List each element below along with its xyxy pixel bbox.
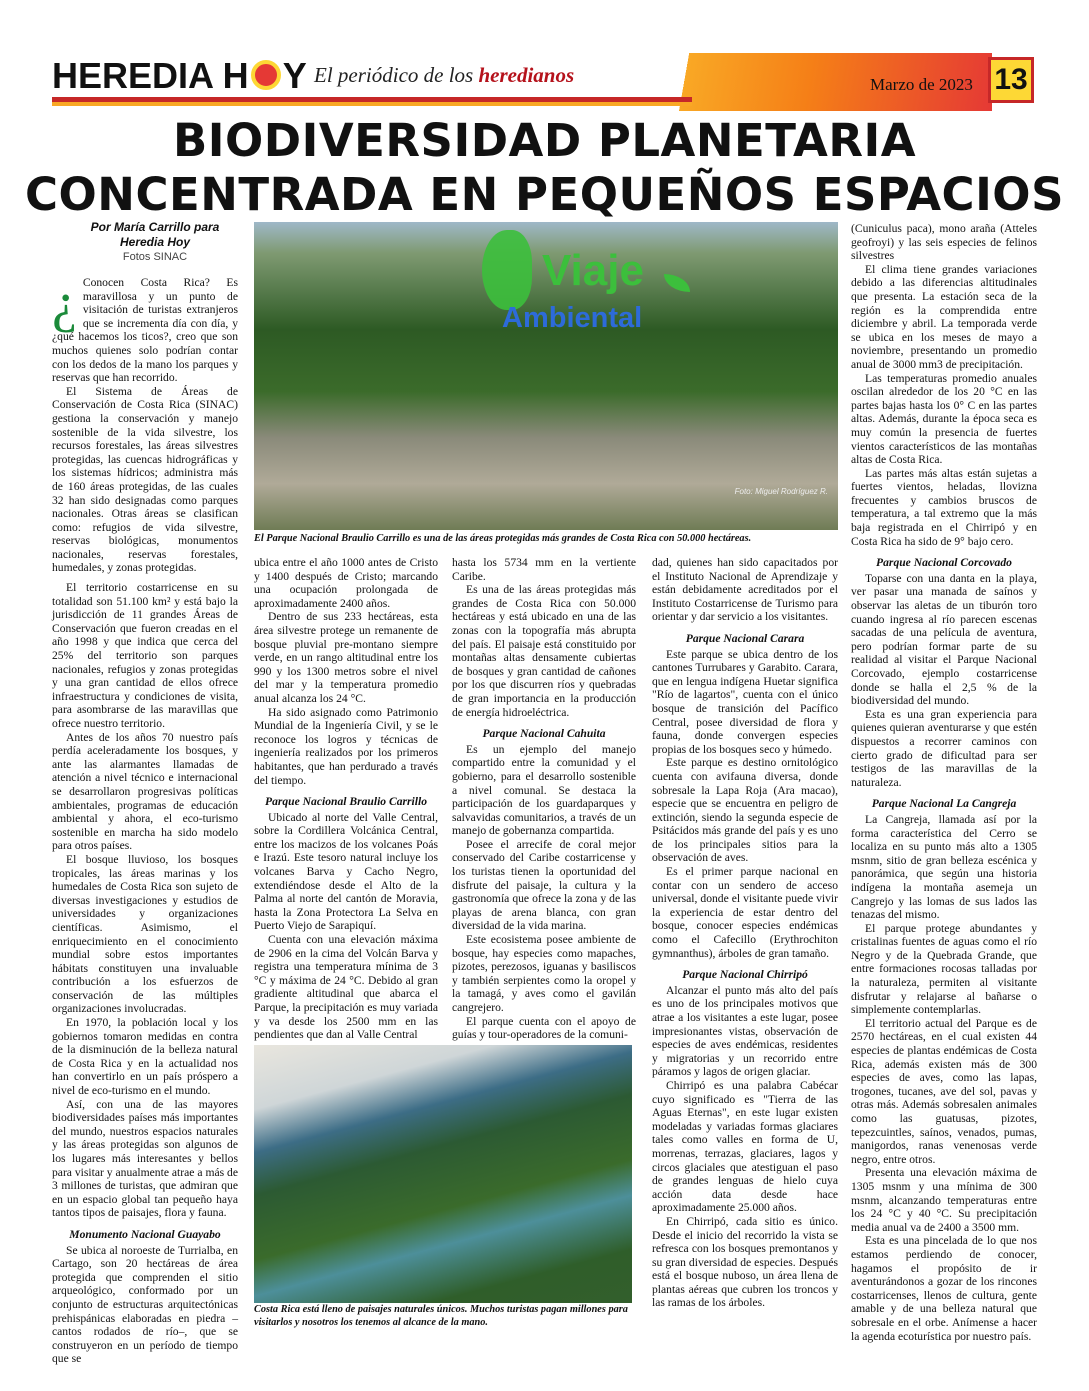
paragraph: Ubicado al norte del Valle Central, sobre la Cordillera Volcánica Central, entre los macizos de los volcanes Poás e Irazú. Este tesoro natural incluye los volcanes Barva y Cacho Negro, extendiéndose desde el Alto de la Palma al norte del cantón de Moravia, hasta la Zona Protectora La Selva en Puerto Viejo de Sarapiquí.: [254, 810, 438, 933]
paragraph: Cuenta con una elevación máxima de 2906 en la cima del Volcán Barva y registra una temperatura mínima de 3 °C y máxima de 24 °C. Debido al gran gradiente altitudinal que abarca el Parque, la precipitación es muy variada y va desde los 2500 mm en las pendientes que dan al Valle Central: [254, 933, 438, 1042]
paragraph: Este ecosistema posee ambiente de bosque, hay especies como mapaches, pizotes, perezosos, iguanas y basiliscos y también serpientes como la oropel y la tamagá, y aves como el gavilán cangrejero.: [452, 933, 636, 1014]
column-4: [652, 556, 838, 1336]
section-heading: Parque Nacional Cahuita: [482, 727, 606, 741]
paragraph: El bosque lluvioso, los bosques tropicales, las áreas marinas y los humedales de Costa Rica son sujeto de diversas investigaciones y estudios de universidades y organizaciones científicas. Asimismo, el enriquecimiento en el conocimiento mundial sobre estos importantes hábitats constituyen una invaluable contribución a los esfuerzos de conservación de las múltiples organizaciones involucradas.: [52, 852, 238, 1016]
paragraph: Posee el arrecife de coral mejor conservado del Caribe costarricense y los turistas tienen la oportunidad del disfrute del paisaje, la cultura y la gastronomía que ofrece la zona y de las playas de arena blanca, con gran diversidad de la vida marina.: [452, 837, 636, 933]
byline: [60, 220, 250, 265]
paragraph: (Cuniculus paca), mono araña (Atteles geofroyi) y las seis especies de felinos silvestres: [851, 222, 1037, 263]
paragraph: Ha sido asignado como Patrimonio Mundial de la Ingeniería Civil, y se le reconoce los logros y técnicas de ingeniería realizados por los primeros habitantes, que han perdurado a través del tiempo.: [254, 705, 438, 787]
leaf-face-icon: [482, 230, 532, 310]
article-headline: [0, 114, 1089, 222]
newspaper-tagline: [314, 63, 574, 88]
paragraph: El parque cuenta con el apoyo de guías y tour-operadores de la comuni-: [452, 1014, 636, 1042]
header-stripe-yellow: [52, 102, 692, 106]
viaje-ambiental-logo: [482, 224, 702, 344]
leaf-icon: [664, 274, 690, 292]
photo-1-caption: El Parque Nacional Braulio Carrillo es una de las áreas protegidas más grandes de Costa Rica con 50.000 hectáreas.: [254, 533, 752, 544]
paragraph: Las partes más altas están sujetas a fuertes vientos, heladas, llovizna frecuentes y cambios bruscos de temperatura, a tal extremo que la más baja registrada en el Chirripó y en Costa Rica ha sido de 9° bajo cero.: [851, 466, 1037, 548]
paragraph: Alcanzar el punto más alto del país es uno de los principales motivos que atrae a los visitantes a este lugar, posee impresionantes vistas, observación de especies de aves endémicas, residentes y migratorias y un recorrido entre páramos y lagos de origen glaciar.: [652, 983, 838, 1079]
paragraph: En 1970, la población local y los gobiernos tomaron medidas en contra de la disminución de la belleza natural de Costa Rica y en la actualidad nos han convertirlo en un país próspero a nivel de eco-turismo en el mundo.: [52, 1016, 238, 1098]
column-2: [254, 556, 438, 1042]
paragraph: Se ubica al noroeste de Turrialba, en Cartago, son 20 hectáreas de área protegida que comprenden el sitio arqueológico, conformado por un conjunto de estructuras arquitectónicas prehispánicas elaboradas en piedra – cantos rodados de río–, que se construyeron en un período de tiempo que se: [52, 1243, 238, 1366]
paragraph: Dentro de sus 233 hectáreas, esta área silvestre protege un remanente de bosque pluvial pre-montano siempre verde, en un rango altitudinal entre los 990 y los 1300 metros sobre el nivel del mar y la temperatura promedio anual alcanza los 24 °C.: [254, 610, 438, 705]
paragraph: hasta los 5734 mm en la vertiente Caribe.: [452, 556, 636, 583]
page-number: 13: [988, 57, 1034, 103]
paragraph: dad, quienes han sido capacitados por el Instituto Nacional de Aprendizaje y están debidamente acreditados por el Instituto Costarricense de Turismo para orientar y dar servicio a los visitantes.: [652, 556, 838, 624]
paragraph: Este parque se ubica dentro de los cantones Turrubares y Garabito. Carara, que en lengua indígena Huetar significa "Río de lagartos", cuenta con el único bosque de transición del Pacífico Central, posee diversidad de flora y fauna, donde convergen especies propias de los bosques seco y húmedo.: [652, 647, 838, 756]
paragraph: Así, con una de las mayores biodiversidades países más importantes del mundo, nuestros espacios naturales y las áreas protegidas son algunos de los lugares más interesantes y bellos para visitar y anualmente atrae a más de 3 millones de turistas, que admiran que en un espacio global tan pequeño haya tantos tipos de paisajes, flora y fauna.: [52, 1097, 238, 1220]
paragraph: Es un ejemplo del manejo compartido entre la comunidad y el gobierno, para el desarrollo sostenible a nivel comunal. Se destaca la participación de los guardaparques y salvavidas comunitarios, a través de un manejo de gobernanza compartida.: [452, 742, 636, 838]
paragraph: En Chirripó, cada sitio es único. Desde el inicio del recorrido la vista se refresca con los bosques premontanos y su gran diversidad de especies. Después está el bosque nuboso, un área llena de plantas aéreas que cubren los troncos y las ramas de los árboles.: [652, 1214, 838, 1310]
photo-2-caption: Costa Rica está lleno de paisajes naturales únicos. Muchos turistas pagan millones para visitarlos y nosotros los tenemos al alcance de la mano.: [254, 1304, 628, 1328]
coastline-aerial-photo: [254, 1045, 632, 1303]
headline-line-2: CONCENTRADA EN PEQUEÑOS ESPACIOS: [25, 168, 1064, 221]
newspaper-logo: [52, 55, 307, 97]
tagline-emphasis: heredianos: [478, 63, 575, 87]
paragraph: Es una de las áreas protegidas más grandes de Costa Rica con 50.000 hectáreas y está ubicado en una de las zonas con la topografía más abrupta del país. El paisaje está constituido por montañas altas densamente cubiertas de bosques y gran cantidad de cañones por los que discurren ríos y quebradas de gran importancia en la producción de energía hidroeléctrica.: [452, 583, 636, 719]
logo-text-top: Viaje: [542, 246, 644, 295]
section-heading: Monumento Nacional Guayabo: [69, 1227, 221, 1241]
paragraph: El clima tiene grandes variaciones debido a las diferencias altitudinales que presenta. La estación seca de la región es la comprendida entre diciembre y abril. La temporada verde se ubica en los meses de mayo a noviembre, presentando un promedio anual de 3000 mm3 de precipitación.: [851, 262, 1037, 371]
headline-line-1: BIODIVERSIDAD PLANETARIA: [172, 114, 917, 167]
brand-text-end: Y: [282, 55, 307, 96]
paragraph: Este parque es destino ornitológico cuenta con avifauna diversa, donde sobresale la Lapa Roja (Ara macao), especie que se encuentra en peligro de extinción, siendo la segunda especie de Psitácidos más grande del país y es uno de los principales sitios para la observación de aves.: [652, 756, 838, 865]
paragraph: El parque protege abundantes y cristalinas fuentes de aguas como el río Negro y de la Quebrada Grande, que entre formaciones rocosas talladas por la naturaleza, permiten al visitante disfrutar y relajarse al bañarse o simplemente contemplarlas.: [851, 921, 1037, 1017]
paragraph: El Sistema de Áreas de Conservación de Costa Rica (SINAC) gestiona la conservación y manejo sostenible de la vida silvestre, los recursos forestales, las áreas silvestres protegidas, las cuencas hidrográficas y los sistemas hídricos; administra más de 160 áreas protegidas, de las cuales 32 han sido designadas como parques nacionales. Otras áreas se clasifican como: refugios de vida silvestre, reservas biológicas, monumentos nacionales, reservas forestales, humedales, y zonas protegidas.: [52, 384, 238, 575]
column-5: [851, 222, 1037, 1343]
tagline-prefix: El periódico de los: [314, 63, 479, 87]
byline-outlet: Heredia Hoy: [119, 235, 191, 249]
section-heading: Parque Nacional Braulio Carrillo: [264, 795, 428, 809]
byline-author: Por María Carrillo para: [90, 220, 220, 234]
paragraph: Chirripó es una palabra Cabécar cuyo significado es "Tierra de las Aguas Eternas", en este lugar existen modeladas y variadas formas glaciares tales como valles en forma de U, morrenas, terrazas, glaciares, lagos y circos glaciales que atestiguan el paso de grandes lenguas de hielo cuya acción data desde hace aproximadamente 25.000 años.: [652, 1078, 838, 1215]
paragraph-text: Conocen Costa Rica? Es maravillosa y un punto de visitación de turistas extranjeros que se incrementa día con día, y ¿qué hacemos los ticos?, creo que son muchos quienes solo podrían contar con los dedos de la mano los parques y reservas que han recorrido.: [52, 276, 238, 385]
paragraph: El territorio actual del Parque es de 2570 hectáreas, en el cual existen 44 especies de plantas endémicas de Costa Rica, además existen más de 300 especies de aves, como las lapas, trogones, tucanes, ave del sol, pavas y otras más. Además sobresalen animales como las guatusas, pizotes, tepezcuintles, saínos, venados, pumas, manigordos, ranas venenosas verde negro, entre otros.: [851, 1016, 1037, 1166]
paragraph: Antes de los años 70 nuestro país perdía aceleradamente los bosques, y ante las alarmantes llamadas de atención a nivel técnico e internacional se desarrollaron progresivas políticas ambientales, programas de educación ambiental y ahora, el eco-turismo sostenible en marcha ha sido modelo para otros países.: [52, 730, 238, 853]
paragraph: El territorio costarricense en su totalidad son 51.100 km² y está bajo la jurisdicción de 11 grandes Áreas de Conservación que fueron creadas en el año 1998 y que indica que cerca del 25% del territorio son parques nacionales, refugios y zonas protegidas y una gran cantidad de ellos ofrece infraestructura y condiciones de visita, para asombrarse de las maravillas que ofrece nuestro territorio.: [52, 581, 238, 730]
column-1: [52, 272, 238, 1366]
photo-1-credit: Foto: Miguel Rodríguez R.: [734, 487, 828, 496]
dropcap: ¿: [52, 272, 77, 334]
paragraph: Presenta una elevación máxima de 1305 msnm y una mínima de 300 msnm, alcanzando temperaturas entre los 24 °C y 40 °C. Su precipitación media anual va de 2400 a 3500 mm.: [851, 1166, 1037, 1234]
paragraph: Las temperaturas promedio anuales oscilan alrededor de los 20 °C en las partes bajas hasta los 0° C en las partes altas. Además, durante la época seca es muy común la presencia de fuertes vientos característicos de las montañas altas de Costa Rica.: [851, 371, 1037, 467]
paragraph: [52, 272, 238, 385]
masthead: [52, 53, 1037, 111]
paragraph: Toparse con una danta en la playa, ver pasar una manada de saínos y observar las aletas de un tiburón toro cuando ingresa al río parecen escenas sacadas de una película de aventura, pero podrían formar parte de su realidad al visitar el Parque Nacional Corcovado, ejemplo costarricense donde se halla el 2,5 % de la biodiversidad del mundo.: [851, 571, 1037, 708]
sun-logo-icon: [251, 60, 281, 90]
column-3: [452, 556, 636, 1040]
paragraph: La Cangreja, llamada así por la forma característica del Cerro se localiza en su punto más alto a 1305 msnm, sitio de gran belleza escénica y panorámica, que según una historia indígena la montaña asemeja un Cangrejo y las lomas de sus lados las tenazas del mismo.: [851, 812, 1037, 922]
section-heading: Parque Nacional Chirripó: [682, 968, 808, 982]
paragraph: ubica entre el año 1000 antes de Cristo y 1400 después de Cristo; marcando una ocupación prolongada de aproximadamente 2400 años.: [254, 556, 438, 610]
paragraph: Esta es una gran experiencia para quienes quieran aventurarse y que estén dispuestos a recorrer caminos con cierto grado de dificultad para ser testigos de las maravillas de la naturaleza.: [851, 707, 1037, 789]
photo-credit: Fotos SINAC: [122, 251, 188, 263]
paragraph: Es el primer parque nacional en contar con un sendero de acceso universal, donde el visitante puede vivir la experiencia de estar dentro del bosque, conocer especies endémicas como el Cafecillo (Erythrochiton gymnanthus), árboles de gran tamaño.: [652, 865, 838, 960]
brand-text: HEREDIA H: [52, 55, 249, 96]
issue-date: Marzo de 2023: [870, 75, 973, 94]
section-heading: Parque Nacional La Cangreja: [871, 797, 1017, 811]
braulio-carrillo-photo: [254, 222, 838, 530]
section-heading: Parque Nacional Corcovado: [876, 556, 1012, 570]
logo-text-bottom: Ambiental: [502, 302, 643, 334]
paragraph: Esta es una pincelada de lo que nos estamos perdiendo de conocer, hagamos el propósito de ir aventurándonos a gozar de los rincones costarricenses, llenos de cultura, gente amable y de una belleza natural que sobresale en el orbe. Anímense a hacer la agenda ecoturística por nuestro país.: [851, 1234, 1037, 1343]
section-heading: Parque Nacional Carara: [685, 631, 805, 645]
